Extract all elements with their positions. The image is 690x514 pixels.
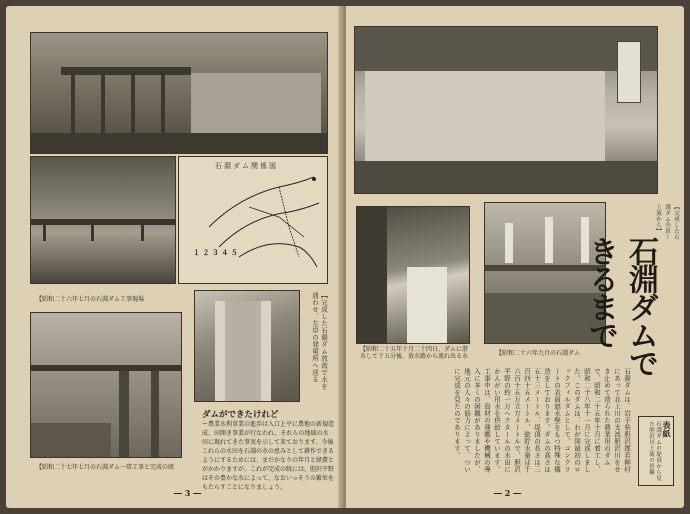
photo-dam-construction-lower	[30, 312, 182, 458]
map-drawing	[179, 157, 327, 283]
dam-location-map	[178, 156, 328, 284]
photo-spillway-water	[356, 206, 470, 344]
caption-spillway: 【昭和二十五年十月二十四日、ダムに湛水して十五分後、放水路から流れ出る水	[360, 346, 469, 360]
photo-dam-construction	[30, 32, 328, 154]
right-article-text: 石淵ダムは、岩手県胆沢郡若柳村にあって北上川の支流胆沢川をせき止めて造られた農業用のダムで、昭和二十五年十月に着工し、昭和二十八年十一月に完成しました。このダムは、わが国最初のロックフィルダムとして、コンクリートの表面遮水壁をもつ特殊な構造をしております。ダムの高さは五十三メートル、堤頂の長さは三百四十五メートル、総貯水量は千六百十五万立方メートルで、胆沢平野の約一万ヘクタールの水田にかんがい用水を供給しています。工事中は、資材の運搬や機械の導入に多くの困難がありましたが、地元の人々の協力によって、ついに完成を見たのであります。	[453, 368, 631, 473]
map-title: 石淵ダム関係図	[215, 162, 278, 170]
photo-dam-wall	[354, 26, 658, 194]
page-number-right: ― 2 ―	[494, 488, 522, 498]
map-legend: １ ２ ３ ４ ５	[193, 248, 238, 257]
page-number-left: ― 3 ―	[174, 488, 202, 498]
caption-lower-photo: 【昭和二十七年七月の石淵ダム一帯工事と完成の頃	[36, 464, 175, 471]
cover-note-label: 表紙	[662, 421, 672, 438]
top-label-vertical: 【完成した石淵ダム全景ー上流から】	[655, 204, 679, 240]
article-heading: ダムができたけれど	[202, 410, 279, 420]
caption-river-photo: 【昭和二十六年七月の石淵ダム工事現場	[36, 296, 145, 303]
photo-canal	[194, 290, 300, 402]
cover-note-text: 石淵ダムの堤頂から見た胆沢川上流の景観	[648, 421, 661, 481]
left-article-text: ー農業水利事業の進歩は入口上平に農地の新規造成、田開き事業が行なわれ、それらの地域の水田に現れてきた事実を示して来ております。今後これらの水田を石淵の水の恵みとして耕作できるようにするためには、まだかなりの年月と経費とがかかりますが、これが完成の暁には、胆沢平野はその豊かな水によって、なおいっそうの繁栄をもたらすことになりましょう。	[202, 421, 335, 491]
left-page	[6, 6, 344, 508]
cover-note-box	[638, 416, 674, 486]
article-title: 石淵ダムできるまで	[583, 236, 658, 376]
photo-river-bridge	[30, 156, 176, 284]
vertical-caption-canal: 【完成した石淵ダム放流で水を通わせ、左岸の発電所へ送る	[311, 292, 328, 390]
right-page	[346, 6, 684, 508]
caption-dam-structure: 【昭和二十六年九月の石淵ダム	[496, 350, 581, 357]
